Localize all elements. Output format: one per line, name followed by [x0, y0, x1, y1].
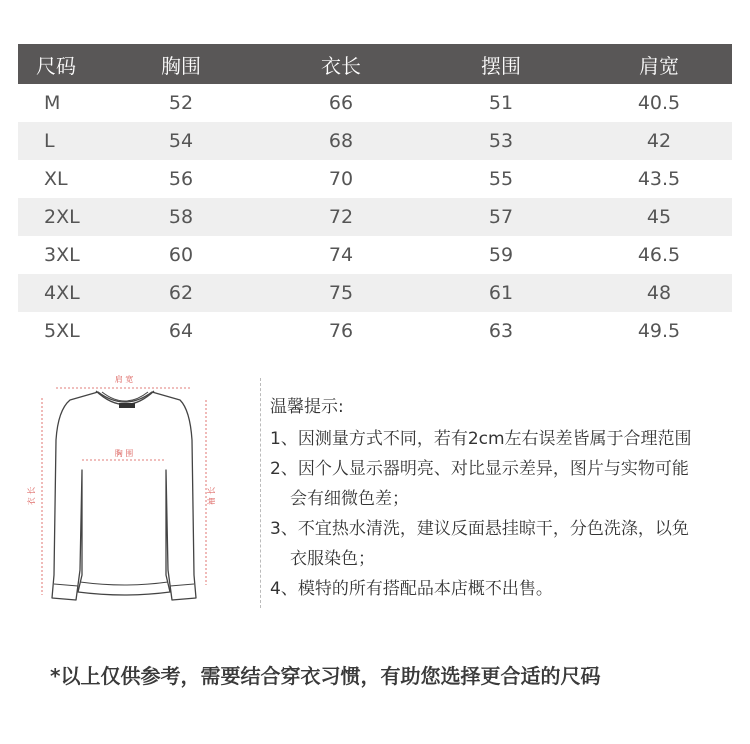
cell-chest: 64 — [168, 320, 194, 342]
cell-hem: 55 — [488, 168, 514, 190]
footer-disclaimer: *以上仅供参考，需要结合穿衣习惯，有助您选择更合适的尺码 — [50, 664, 601, 688]
cell-hem: 51 — [488, 92, 514, 114]
cell-hem: 63 — [488, 320, 514, 342]
sleeve-label: 袖 长 — [207, 486, 216, 506]
table-row — [18, 160, 732, 198]
size-table — [18, 44, 732, 350]
table-row — [18, 236, 732, 274]
cell-length: 68 — [328, 130, 354, 152]
cell-hem: 59 — [488, 244, 514, 266]
cell-hem: 61 — [488, 282, 514, 304]
cell-shoulder: 42 — [646, 130, 672, 152]
table-row — [18, 84, 732, 122]
cell-size: XL — [44, 168, 68, 190]
header-length: 衣长 — [321, 53, 361, 78]
cell-chest: 54 — [168, 130, 194, 152]
cell-length: 70 — [328, 168, 354, 190]
note-item: 3、不宜热水清洗，建议反面悬挂晾干，分色洗涤，以免 — [270, 519, 689, 539]
note-item-continued: 会有细微色差； — [290, 489, 409, 509]
note-item: 1、因测量方式不同，若有2cm左右误差皆属于合理范围 — [270, 429, 692, 449]
cell-shoulder: 48 — [646, 282, 672, 304]
cell-length: 72 — [328, 206, 354, 228]
care-notes — [270, 392, 730, 604]
cell-chest: 52 — [168, 92, 194, 114]
chest-label: 胸 围 — [114, 449, 134, 458]
header-size: 尺码 — [36, 53, 76, 78]
table-row — [18, 274, 732, 312]
header-shoulder: 肩宽 — [639, 53, 679, 78]
cell-shoulder: 43.5 — [637, 168, 681, 190]
cell-shoulder: 46.5 — [637, 244, 681, 266]
cell-size: 4XL — [44, 282, 80, 304]
cell-shoulder: 45 — [646, 206, 672, 228]
cell-length: 75 — [328, 282, 354, 304]
cell-length: 74 — [328, 244, 354, 266]
sweater-outline — [52, 392, 196, 600]
cell-length: 66 — [328, 92, 354, 114]
cell-chest: 58 — [168, 206, 194, 228]
cell-size: 3XL — [44, 244, 80, 266]
sweater-measurement-diagram — [20, 370, 230, 620]
cell-shoulder: 49.5 — [637, 320, 681, 342]
header-hem: 摆围 — [481, 53, 521, 78]
cell-shoulder: 40.5 — [637, 92, 681, 114]
cell-chest: 60 — [168, 244, 194, 266]
cell-size: 5XL — [44, 320, 80, 342]
length-label: 衣 长 — [27, 486, 36, 506]
notes-title: 温馨提示: — [270, 397, 344, 417]
cell-length: 76 — [328, 320, 354, 342]
header-chest: 胸围 — [161, 53, 201, 78]
table-header-row — [18, 44, 732, 84]
cell-chest: 62 — [168, 282, 194, 304]
divider — [260, 378, 261, 608]
cell-hem: 57 — [488, 206, 514, 228]
cell-size: L — [44, 130, 55, 152]
note-item: 2、因个人显示器明亮、对比显示差异，图片与实物可能 — [270, 459, 689, 479]
note-item: 4、模特的所有搭配品本店概不出售。 — [270, 579, 553, 599]
cell-size: M — [44, 92, 61, 114]
table-row — [18, 122, 732, 160]
cell-size: 2XL — [44, 206, 80, 228]
table-row — [18, 198, 732, 236]
note-item-continued: 衣服染色； — [290, 549, 375, 569]
cell-hem: 53 — [488, 130, 514, 152]
shoulder-label: 肩 宽 — [114, 375, 134, 384]
table-row — [18, 312, 732, 350]
logo-patch — [119, 403, 135, 408]
cell-chest: 56 — [168, 168, 194, 190]
